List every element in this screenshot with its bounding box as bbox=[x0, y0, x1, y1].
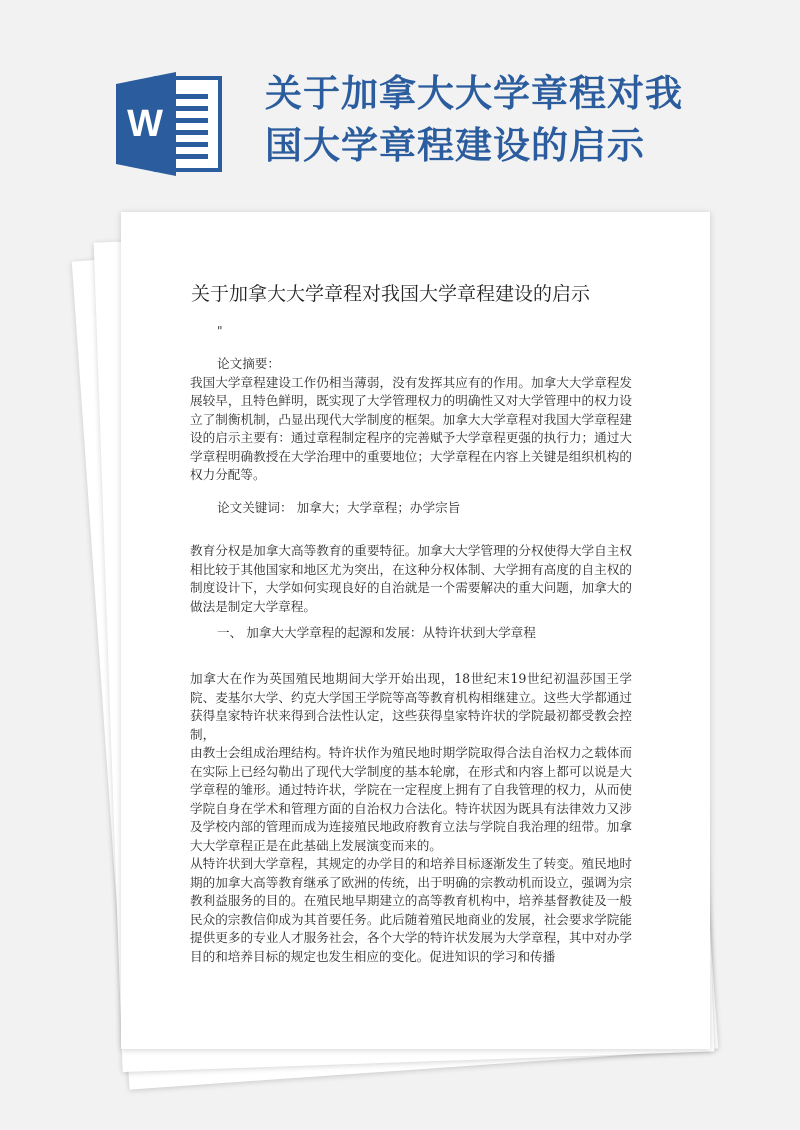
keywords-text: 论文关键词： 加拿大；大学章程；办学宗旨 bbox=[217, 500, 461, 515]
keywords-section bbox=[190, 499, 632, 518]
abstract-label: 论文摘要： bbox=[217, 356, 280, 371]
body-paragraphs bbox=[190, 670, 632, 966]
document-title: 关于加拿大大学章程对我国大学章程建设的启示 bbox=[191, 283, 591, 305]
quote-mark: " bbox=[217, 324, 223, 338]
svg-text:W: W bbox=[127, 103, 163, 145]
header-title: 关于加拿大大学章程对我国大学章程建设的启示 bbox=[265, 72, 683, 167]
abstract-text: 我国大学章程建设工作仍相当薄弱，没有发挥其应有的作用。加拿大大学章程发展较早，且特色鲜明，既实现了大学管理权力的明确性又对大学管理中的权力设立了制衡机制，凸显出现代大学制度的框架。加拿大大学章程对我国大学章程建设的启示主要有：通过章程制定程序的完善赋予大学章程更强的执行力；通过大学章程明确教授在大学治理中的重要地位；大学章程在内容上关键是组织机构的权力分配等。 bbox=[190, 374, 632, 482]
body-paragraph: 加拿大在作为英国殖民地期间大学开始出现，18世纪末19世纪初温莎国王学院、麦基尔大学、约克大学国王学院等高等教育机构相继建立。这些大学都通过获得皇家特许状来得到合法性认定，这些获得皇家特许状的学院最初都受教会控制， bbox=[190, 671, 632, 742]
body-paragraph: 从特许状到大学章程，其规定的办学目的和培养目标逐渐发生了转变。殖民地时期的加拿大高等教育继承了欧洲的传统，出于明确的宗教动机而设立，强调为宗教利益服务的目的。在殖民地早期建立的高等教育机构中，培养基督教徒及一般民众的宗教信仰成为其首要任务。此后随着殖民地商业的发展，社会要求学院能提供更多的专业人才服务社会，各个大学的特许状发展为大学章程，其中对办学目的和培养目标的规定也发生相应的变化。促进知识的学习和传播 bbox=[190, 856, 632, 964]
document-page bbox=[121, 212, 710, 1049]
word-document-icon bbox=[112, 70, 230, 178]
section-heading: 一、 加拿大大学章程的起源和发展：从特许状到大学章程 bbox=[217, 625, 536, 640]
page-header bbox=[0, 0, 800, 200]
intro-text: 教育分权是加拿大高等教育的重要特征。加拿大大学管理的分权使得大学自主权相比较于其他国家和地区尤为突出，在这种分权体制、大学拥有高度的自主权的制度设计下，大学如何实现良好的自治就是一个需要解决的重大问题，加拿大的做法是制定大学章程。 bbox=[190, 543, 632, 614]
intro-paragraph bbox=[190, 542, 632, 616]
section-heading-block bbox=[190, 624, 632, 643]
body-paragraph: 由教士会组成治理结构。特许状作为殖民地时期学院取得合法自治权力之载体而在实际上已经勾勒出了现代大学制度的基本轮廓，在形式和内容上都可以说是大学章程的雏形。通过特许状，学院在一定程度上拥有了自我管理的权力，从而使学院自身在学术和管理方面的自治权力合法化。特许状因为既具有法律效力又涉及学校内部的管理而成为连接殖民地政府教育立法与学院自我治理的纽带。加拿大大学章程正是在此基础上发展演变而来的。 bbox=[190, 745, 632, 853]
abstract-section bbox=[190, 355, 632, 485]
